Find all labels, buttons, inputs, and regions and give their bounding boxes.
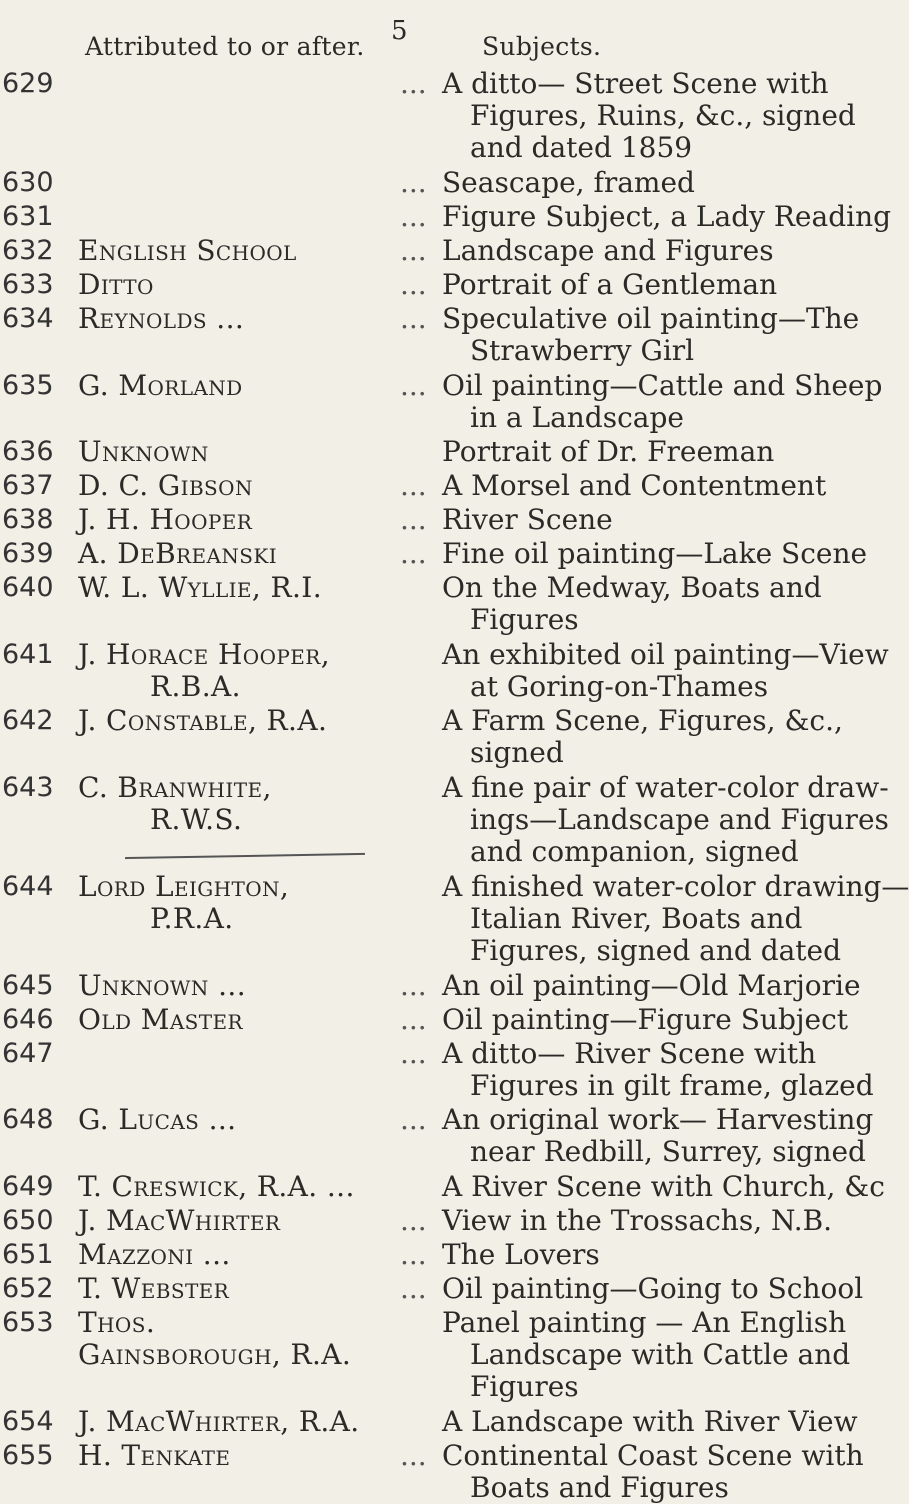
- subject-description: [442, 167, 792, 199]
- subject-line: A Landscape with River View: [442, 1404, 858, 1438]
- subject-line: Boats and Figures: [470, 1470, 729, 1504]
- subject-line: Panel painting — An English: [442, 1305, 847, 1339]
- lot-number: 630: [2, 167, 54, 198]
- lot-number: 653: [2, 1306, 54, 1338]
- subject-description: [442, 504, 792, 536]
- subject-description: [442, 571, 822, 636]
- subject-line: The Lovers: [442, 1237, 600, 1271]
- subject-line: Seascape, framed: [442, 166, 695, 199]
- artist-name-continued: Gainsborough, R.A.: [78, 1337, 352, 1371]
- artist-name: T. Webster: [78, 1271, 230, 1305]
- leader-dots: ...: [400, 368, 427, 402]
- subject-line: Oil painting—Going to School: [442, 1271, 864, 1305]
- subject-line: Figures in gilt frame, glazed: [470, 1068, 874, 1102]
- leader-dots: ...: [400, 200, 427, 233]
- subject-description: [442, 968, 861, 1002]
- lot-number: 652: [2, 1272, 54, 1304]
- subject-line: Landscape and Figures: [442, 234, 774, 267]
- lot-number: 650: [2, 1204, 54, 1236]
- leader-dots: ...: [400, 537, 427, 570]
- subject-line: Italian River, Boats and: [470, 901, 803, 935]
- lot-number: 647: [2, 1037, 54, 1069]
- subject-description: [442, 1169, 885, 1203]
- subject-description: [442, 67, 856, 164]
- artist-name: Unknown ...: [78, 968, 246, 1002]
- lot-number: 655: [2, 1439, 54, 1471]
- subject-description: [442, 1002, 849, 1036]
- artist-name: J. MacWhirter: [78, 1203, 281, 1237]
- artist-name: Reynolds ...: [78, 302, 245, 335]
- subject-line: Portrait of a Gentleman: [442, 268, 778, 301]
- subject-line: Figures, signed and dated: [470, 933, 842, 967]
- lot-number: 645: [2, 969, 54, 1001]
- lot-number: 648: [2, 1104, 54, 1135]
- subject-line: Landscape with Cattle and: [470, 1337, 851, 1371]
- subject-line: and companion, signed: [470, 834, 799, 868]
- subject-line: near Redbill, Surrey, signed: [470, 1135, 866, 1168]
- subject-line: View in the Trossachs, N.B.: [442, 1203, 833, 1237]
- subject-line: Continental Coast Scene with: [442, 1438, 864, 1472]
- artist-name: D. C. Gibson: [78, 469, 253, 502]
- lot-number: 641: [2, 638, 54, 670]
- lot-number: 649: [2, 1170, 54, 1202]
- subject-description: [442, 368, 883, 434]
- subject-line: An oil painting—Old Marjorie: [442, 968, 861, 1002]
- leader-dots: ...: [400, 1002, 427, 1036]
- subject-description: [442, 869, 909, 967]
- page-number: 5: [391, 16, 408, 46]
- subject-line: and dated 1859: [470, 131, 693, 164]
- subject-description: [442, 235, 792, 267]
- subject-line: Figure Subject, a Lady Reading: [442, 200, 892, 233]
- lot-number: 637: [2, 470, 54, 501]
- subject-line: Fine oil painting—Lake Scene: [442, 537, 868, 570]
- subject-line: A finished water-color drawing—: [442, 869, 909, 903]
- leader-dots: ...: [400, 234, 427, 267]
- artist-name: G. Lucas ...: [78, 1103, 237, 1136]
- artist-name: T. Creswick, R.A. ...: [78, 1169, 355, 1203]
- subject-line: A Farm Scene, Figures, &c.,: [442, 704, 843, 737]
- leader-dots: ...: [400, 1036, 427, 1070]
- artist-name: Ditto: [78, 268, 154, 301]
- subject-line: Speculative oil painting—The: [442, 302, 860, 335]
- leader-dots: ...: [400, 968, 427, 1002]
- subject-line: An exhibited oil painting—View: [442, 637, 889, 671]
- artist-name: C. Branwhite,: [78, 770, 272, 804]
- subject-line: A fine pair of water-color draw-: [442, 770, 889, 804]
- leader-dots: ...: [400, 1103, 427, 1136]
- subject-line: On the Medway, Boats and: [442, 571, 822, 604]
- subject-description: [442, 1438, 864, 1504]
- artist-name: Unknown: [78, 435, 209, 468]
- subject-description: [442, 1404, 858, 1438]
- artist-name-continued: P.R.A.: [150, 901, 234, 935]
- subject-line: in a Landscape: [470, 400, 684, 434]
- artist-name: J. MacWhirter, R.A.: [78, 1404, 360, 1438]
- subject-description: [442, 469, 827, 502]
- artist-name: Lord Leighton,: [78, 869, 290, 903]
- subject-line: Figures, Ruins, &c., signed: [470, 99, 856, 132]
- subject-line: Portrait of Dr. Freeman: [442, 435, 775, 468]
- artist-name-continued: R.B.A.: [150, 669, 241, 703]
- subject-line: Figures: [470, 1369, 579, 1403]
- lot-number: 636: [2, 436, 54, 467]
- lot-number: 629: [2, 68, 54, 99]
- artist-name: G. Morland: [78, 368, 243, 402]
- artist-name-continued: R.W.S.: [150, 802, 243, 836]
- subject-description: [442, 1036, 874, 1102]
- subject-line: Strawberry Girl: [470, 334, 695, 367]
- subject-line: Figures: [470, 603, 579, 636]
- artist-name: J. Horace Hooper,: [78, 637, 330, 671]
- subject-description: [442, 1203, 833, 1237]
- lot-number: 643: [2, 771, 54, 803]
- subject-description: [442, 704, 843, 769]
- lot-number: 644: [2, 870, 54, 902]
- leader-dots: ...: [400, 67, 427, 100]
- lot-number: 642: [2, 705, 54, 736]
- artist-name: J. H. Hooper: [78, 503, 253, 536]
- subject-description: [442, 436, 792, 468]
- subject-line: at Goring-on-Thames: [470, 669, 769, 703]
- subject-description: [442, 1305, 851, 1403]
- artist-name: Old Master: [78, 1002, 243, 1036]
- leader-dots: ...: [400, 1203, 427, 1237]
- subject-description: [442, 269, 792, 301]
- column-header-attributed: Attributed to or after.: [85, 32, 365, 61]
- subject-description: [442, 537, 868, 570]
- subject-line: Oil painting—Figure Subject: [442, 1002, 849, 1036]
- subject-description: [442, 637, 889, 703]
- leader-dots: ...: [400, 166, 427, 199]
- subject-description: [442, 302, 860, 367]
- artist-name: J. Constable, R.A.: [78, 704, 328, 737]
- leader-dots: ...: [400, 1237, 427, 1271]
- leader-dots: ...: [400, 503, 427, 536]
- column-header-subjects: Subjects.: [482, 32, 602, 61]
- subject-line: A River Scene with Church, &c: [442, 1169, 885, 1203]
- pen-stroke: [125, 853, 365, 859]
- subject-description: [442, 1239, 792, 1271]
- lot-number: 631: [2, 201, 54, 232]
- leader-dots: ...: [400, 1271, 427, 1305]
- leader-dots: ...: [400, 469, 427, 502]
- lot-number: 632: [2, 235, 54, 266]
- subject-line: signed: [470, 736, 564, 769]
- artist-name: A. DeBreanski: [78, 537, 277, 570]
- lot-number: 638: [2, 504, 54, 535]
- leader-dots: ...: [400, 1438, 427, 1472]
- lot-number: 633: [2, 269, 54, 300]
- subject-line: River Scene: [442, 503, 613, 536]
- lot-number: 640: [2, 572, 54, 603]
- artist-name: English School: [78, 234, 297, 267]
- subject-description: [442, 770, 889, 868]
- subject-line: A Morsel and Contentment: [442, 469, 827, 502]
- lot-number: 634: [2, 303, 54, 334]
- subject-line: A ditto— Street Scene with: [442, 67, 829, 100]
- artist-name: Thos.: [78, 1305, 156, 1339]
- lot-number: 654: [2, 1405, 54, 1437]
- leader-dots: ...: [400, 268, 427, 301]
- lot-number: 639: [2, 538, 54, 569]
- subject-line: A ditto— River Scene with: [442, 1036, 817, 1070]
- artist-name: W. L. Wyllie, R.I.: [78, 571, 323, 604]
- subject-description: [442, 200, 892, 233]
- artist-name: H. Tenkate: [78, 1438, 231, 1472]
- subject-description: [442, 1103, 874, 1168]
- subject-description: [442, 1271, 864, 1305]
- leader-dots: ...: [400, 302, 427, 335]
- subject-line: ings—Landscape and Figures: [470, 802, 889, 836]
- subject-line: An original work— Harvesting: [442, 1103, 874, 1136]
- lot-number: 635: [2, 369, 54, 401]
- subject-line: Oil painting—Cattle and Sheep: [442, 368, 883, 402]
- lot-number: 651: [2, 1238, 54, 1270]
- lot-number: 646: [2, 1003, 54, 1035]
- artist-name: Mazzoni ...: [78, 1237, 231, 1271]
